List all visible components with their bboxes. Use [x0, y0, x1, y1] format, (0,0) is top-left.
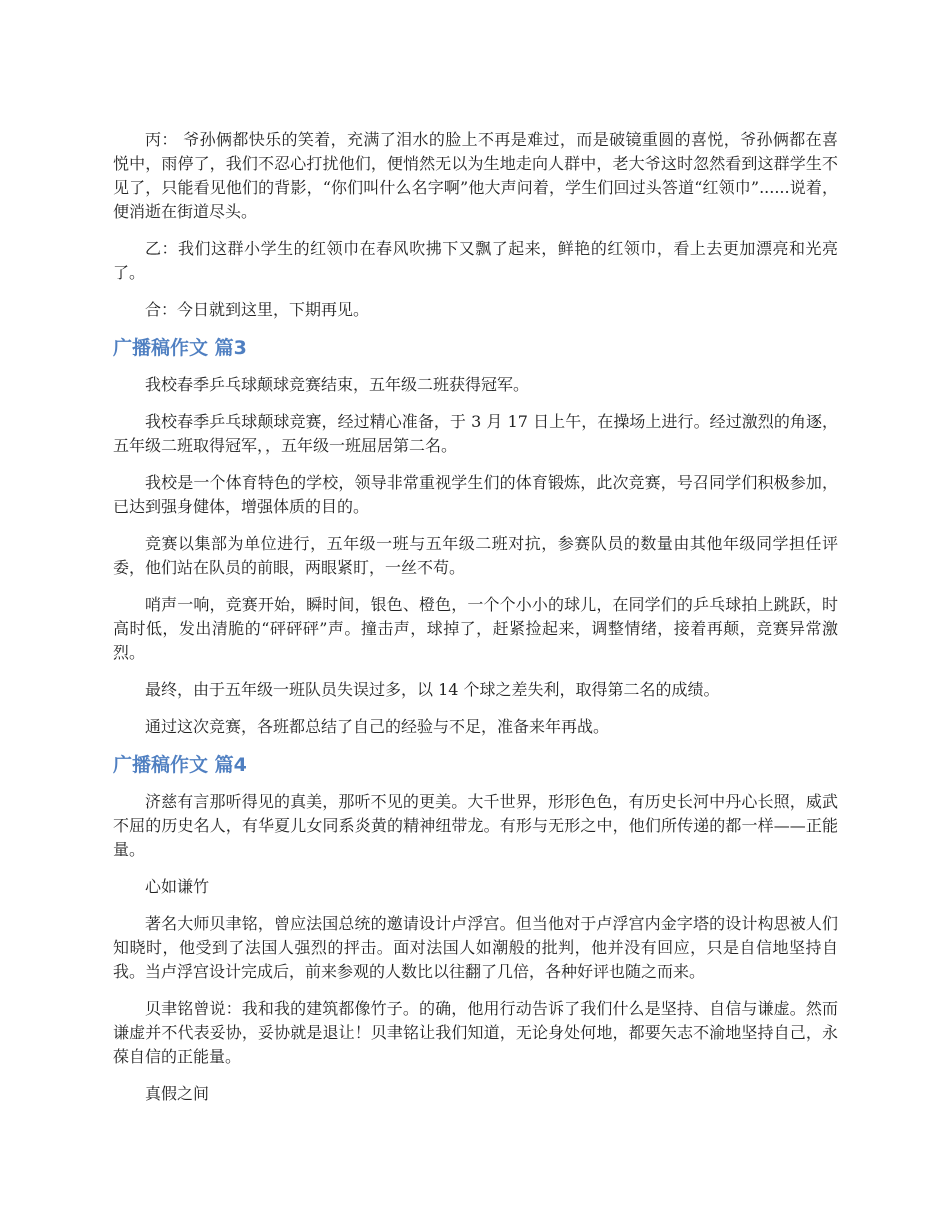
paragraph: 乙：我们这群小学生的红领巾在春风吹拂下又飘了起来，鲜艳的红领巾，看上去更加漂亮和光亮了。 — [113, 239, 838, 282]
paragraph: 著名大师贝聿铭，曾应法国总统的邀请设计卢浮宫。但当他对于卢浮宫内金字塔的设计构思被人们知晓时，他受到了法国人强烈的抨击。面对法国人如潮般的批判，他并没有回应，只是自信地坚持自我。当卢浮宫设计完成后，前来参观的人数比以往翻了几倍，各种好评也随之而来。 — [113, 914, 838, 981]
paragraph: 我校春季乒乓球颠球竞赛结束，五年级二班获得冠军。 — [145, 375, 530, 394]
document-page — [113, 128, 838, 1119]
paragraph: 丙： 爷孙俩都快乐的笑着，充满了泪水的脸上不再是难过，而是破镜重圆的喜悦，爷孙俩都在喜悦中，雨停了，我们不忍心打扰他们，便悄然无以为生地走向人群中，老大爷这时忽然看到这群学生不见了，只能看见他们的背影，“你们叫什么名字啊”他大声问着，学生们回过头答道“红领巾”......说着，便消逝在街道尽头。 — [113, 130, 838, 221]
paragraph: 贝聿铭曾说：我和我的建筑都像竹子。的确，他用行动告诉了我们什么是坚持、自信与谦虚。然而谦虚并不代表妥协，妥协就是退让！贝聿铭让我们知道，无论身处何地，都要矢志不渝地坚持自己，永葆自信的正能量。 — [113, 999, 838, 1066]
subheading-paragraph: 心如谦竹 — [145, 877, 210, 896]
paragraph: 最终，由于五年级一班队员失误过多，以 14 个球之差失利，取得第二名的成绩。 — [145, 680, 720, 699]
paragraph: 哨声一响，竞赛开始，瞬时间，银色、橙色，一个个小小的球儿，在同学们的乒乓球拍上跳跃，时高时低，发出清脆的“砰砰砰”声。撞击声，球掉了，赶紧捡起来，调整情绪，接着再颠，竞赛异常激烈。 — [113, 595, 838, 662]
section-heading-3: 广播稿作文 篇3 — [113, 337, 247, 359]
paragraph: 济慈有言那听得见的真美，那听不见的更美。大千世界，形形色色，有历史长河中丹心长照，威武不屈的历史名人，有华夏儿女同系炎黄的精神纽带龙。有形与无形之中，他们所传递的都一样——正能量。 — [113, 792, 838, 859]
paragraph: 我校是一个体育特色的学校，领导非常重视学生们的体育锻炼，此次竞赛，号召同学们积极参加，已达到强身健体，增强体质的目的。 — [113, 473, 838, 516]
subheading-paragraph: 真假之间 — [145, 1084, 210, 1103]
paragraph: 我校春季乒乓球颠球竞赛，经过精心准备，于 3 月 17 日上午，在操场上进行。经过激烈的角逐，五年级二班取得冠军，，五年级一班屈居第二名。 — [113, 412, 838, 455]
paragraph: 合：今日就到这里，下期再见。 — [145, 300, 370, 319]
section-heading-4: 广播稿作文 篇4 — [113, 754, 247, 776]
paragraph: 通过这次竞赛，各班都总结了自己的经验与不足，准备来年再战。 — [145, 717, 610, 736]
paragraph: 竞赛以集部为单位进行，五年级一班与五年级二班对抗，参赛队员的数量由其他年级同学担任评委，他们站在队员的前眼，两眼紧盯，一丝不苟。 — [113, 534, 838, 577]
